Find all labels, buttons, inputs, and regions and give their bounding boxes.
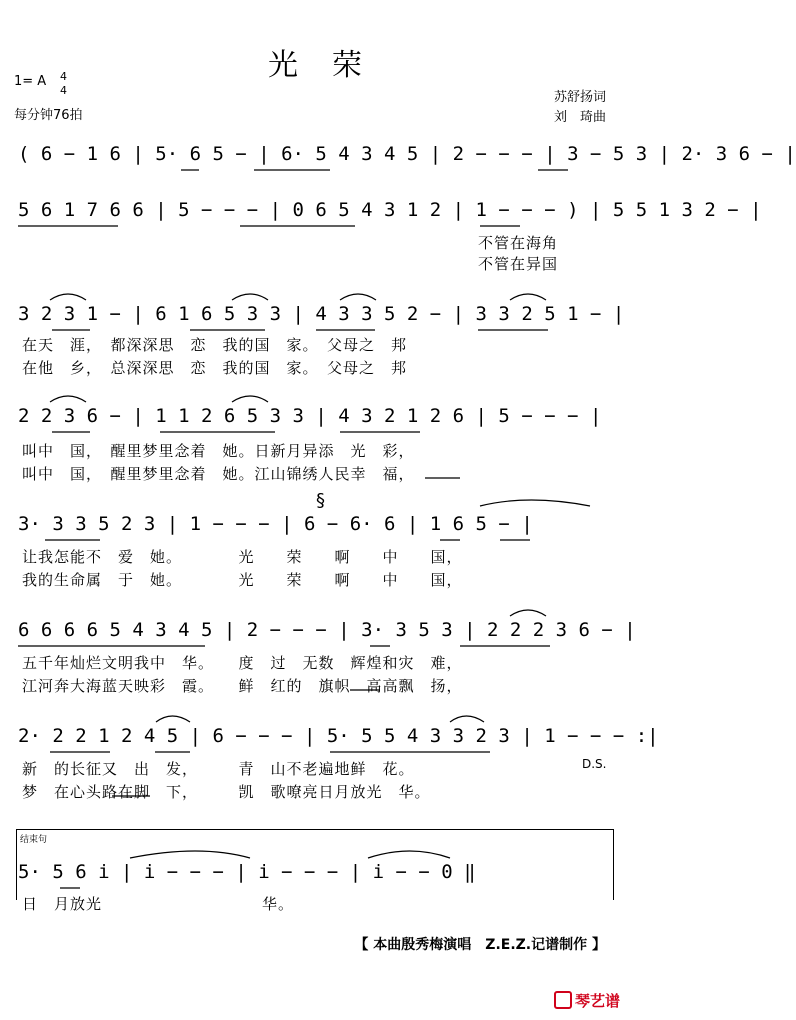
slur-mark bbox=[340, 294, 376, 300]
slur-mark bbox=[50, 396, 86, 402]
slur-mark bbox=[510, 610, 546, 616]
lyricist-credit: 苏舒扬词 bbox=[553, 90, 606, 105]
footer-credit: 【 本曲殷秀梅演唱 Z.E.Z.记谱制作 】 bbox=[354, 937, 606, 953]
notation-line: 3 2 3 1 − | 6 1 6 5 3 3 | 4 3 3 5 2 − | 3 3 2 5 1 − | bbox=[18, 303, 625, 325]
composer-credit: 刘 琦曲 bbox=[553, 110, 606, 125]
lyric-line: 我的生命属 于 她。 光 荣 啊 中 国， bbox=[22, 571, 463, 589]
key-signature: 1= A bbox=[14, 74, 47, 89]
slur-mark bbox=[130, 851, 250, 858]
lyric-line: 梦 在心头路在脚 下， 凯 歌嘹亮日月放光 华。 bbox=[22, 783, 431, 801]
ending-label: 结束句 bbox=[20, 835, 48, 845]
slur-mark bbox=[510, 294, 546, 300]
lyric-line: 不管在海角 bbox=[478, 234, 559, 252]
lyric-line: 五千年灿烂文明我中 华。 度 过 无数 辉煌和灾 难， bbox=[22, 654, 463, 672]
slur-mark bbox=[450, 716, 484, 722]
notation-line: 5 6 1 7 6 6 | 5 − − − | 0 6 5 4 3 1 2 | 1 − − − ) | 5 5 1 3 2 − | bbox=[18, 199, 762, 221]
slur-mark bbox=[232, 294, 268, 300]
slur-mark bbox=[480, 500, 590, 506]
notation-line: 2· 2 2 1 2 4 5 | 6 − − − | 5· 5 5 4 3 3 2 3 | 1 − − − :| bbox=[18, 725, 659, 747]
lyric-line: 叫中 国， 醒里梦里念着 她。日新月异添 光 彩， bbox=[22, 442, 415, 460]
tempo-marking: 每分钟76拍 bbox=[14, 108, 83, 123]
notation-line: 3· 3 3 5 2 3 | 1 − − − | 6 − 6· 6 | 1 6 5 − | bbox=[18, 513, 533, 535]
notation-line: 2 2 3 6 − | 1 1 2 6 5 3 3 | 4 3 2 1 2 6 | 5 − − − | bbox=[18, 405, 602, 427]
notation-line: 5· 5 6 i | i − − − | i − − − | i − − 0 ‖ bbox=[18, 861, 476, 883]
logo-text: 琴艺谱 bbox=[574, 992, 620, 1010]
lyric-line: 日 月放光 华。 bbox=[22, 895, 295, 913]
slur-mark bbox=[232, 396, 268, 402]
ds-marking: D.S. bbox=[582, 757, 607, 771]
lyric-line: 不管在异国 bbox=[478, 255, 559, 273]
lyric-line: 在他 乡， 总深深思 恋 我的国 家。 父母之 邦 bbox=[22, 359, 408, 377]
notation-line: ( 6 − 1 6 | 5· 6 5 − | 6· 5 4 3 4 5 | 2 − − − | 3 − 5 3 | 2· 3 6 − | bbox=[18, 143, 796, 165]
lyric-line: 江河奔大海蓝天映彩 霞。 鲜 红的 旗帜 高高飘 扬， bbox=[22, 677, 463, 695]
lyric-line: 叫中 国， 醒里梦里念着 她。江山锦绣人民幸 福， bbox=[22, 465, 415, 483]
time-signature-bottom: 4 bbox=[60, 84, 67, 97]
lyric-line: 让我怎能不 爱 她。 光 荣 啊 中 国， bbox=[22, 548, 463, 566]
time-signature-top: 4 bbox=[60, 70, 67, 83]
slur-mark bbox=[50, 294, 86, 300]
lyric-line: 新 的长征又 出 发， 青 山不老遍地鲜 花。 bbox=[22, 760, 415, 778]
song-title: 光 荣 bbox=[268, 48, 364, 83]
slur-mark bbox=[368, 851, 450, 858]
slur-mark bbox=[156, 716, 190, 722]
segno-sign: § bbox=[316, 490, 325, 511]
lyric-line: 在天 涯， 都深深思 恋 我的国 家。 父母之 邦 bbox=[22, 336, 408, 354]
notation-line: 6 6 6 6 5 4 3 4 5 | 2 − − − | 3· 3 5 3 | 2 2 2 3 6 − | bbox=[18, 619, 636, 641]
